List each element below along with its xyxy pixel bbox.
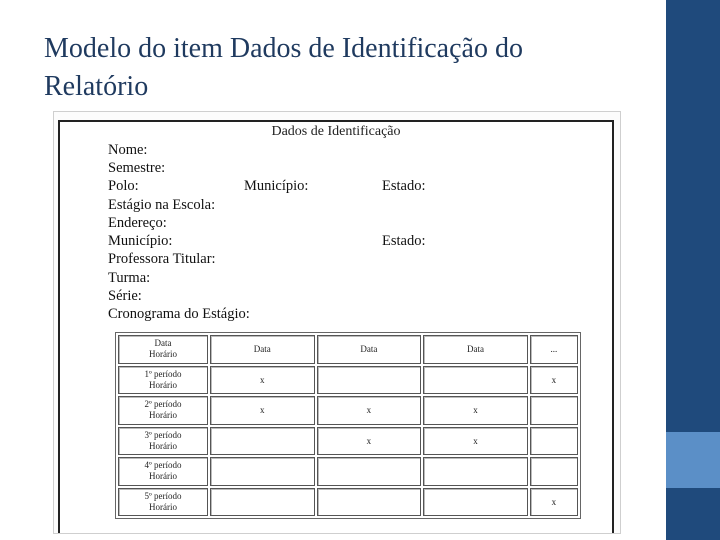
schedule-row-header: [118, 396, 208, 425]
schedule-table: [115, 332, 581, 519]
corner-label-time: Horário: [149, 349, 177, 360]
period-time-label: Horário: [149, 471, 177, 482]
schedule-cell: [530, 427, 578, 456]
schedule-row-header: [118, 457, 208, 486]
period-time-label: Horário: [149, 501, 177, 512]
period-label: 2º período: [144, 399, 182, 410]
field-municipio-polo: Município:: [244, 178, 309, 194]
schedule-cell: [317, 366, 422, 395]
field-turma: Turma:: [108, 270, 151, 286]
field-serie: Série:: [108, 288, 142, 304]
document-image: [53, 111, 621, 534]
schedule-corner-cell: [118, 335, 208, 364]
schedule-cell: x: [210, 366, 315, 395]
schedule-column-header: Data: [317, 335, 422, 364]
field-estado-polo: Estado:: [382, 178, 426, 194]
period-time-label: Horário: [149, 410, 177, 421]
period-time-label: Horário: [149, 440, 177, 451]
schedule-cell: [317, 488, 422, 517]
period-label: 5º período: [144, 490, 182, 501]
field-nome: Nome:: [108, 142, 148, 158]
schedule-cell: [423, 366, 528, 395]
schedule-row: [118, 457, 578, 486]
schedule-row-header: [118, 366, 208, 395]
field-estado: Estado:: [382, 233, 426, 249]
schedule-cell: x: [210, 396, 315, 425]
schedule-cell: x: [423, 427, 528, 456]
field-polo: Polo:: [108, 178, 139, 194]
period-label: 1º período: [144, 368, 182, 379]
document-heading: Dados de Identificação: [271, 124, 401, 139]
slide-title-line1: Modelo do item Dados de Identificação do: [44, 33, 523, 64]
slide-title-line2: Relatório: [44, 71, 149, 102]
schedule-cell: [317, 457, 422, 486]
schedule-column-header: ...: [530, 335, 578, 364]
schedule-column-header: Data: [210, 335, 315, 364]
schedule-cell: x: [317, 427, 422, 456]
field-estagio-escola: Estágio na Escola:: [108, 197, 216, 213]
sidebar-accent-decoration: [666, 432, 720, 488]
schedule-cell: [210, 427, 315, 456]
field-professora: Professora Titular:: [108, 251, 216, 267]
schedule-row-header: [118, 427, 208, 456]
schedule-cell: [423, 488, 528, 517]
field-semestre: Semestre:: [108, 160, 166, 176]
period-time-label: Horário: [149, 379, 177, 390]
schedule-cell: x: [317, 396, 422, 425]
period-label: 4º período: [144, 460, 182, 471]
schedule-cell: x: [423, 396, 528, 425]
document-page: [58, 120, 614, 534]
schedule-cell: [530, 457, 578, 486]
schedule-cell: [210, 488, 315, 517]
schedule-cell: x: [530, 488, 578, 517]
corner-label-date: Data: [154, 338, 172, 349]
schedule-row: [118, 488, 578, 517]
field-municipio: Município:: [108, 233, 173, 249]
schedule-column-header: Data: [423, 335, 528, 364]
period-label: 3º período: [144, 429, 182, 440]
schedule-cell: x: [530, 366, 578, 395]
schedule-row: [118, 366, 578, 395]
schedule-cell: [210, 457, 315, 486]
field-cronograma: Cronograma do Estágio:: [108, 306, 250, 322]
slide-title: [44, 30, 644, 106]
schedule-cell: [423, 457, 528, 486]
schedule-header-row: [118, 335, 578, 364]
field-endereco: Endereço:: [108, 215, 167, 231]
schedule-row: [118, 396, 578, 425]
schedule-row: [118, 427, 578, 456]
schedule-row-header: [118, 488, 208, 517]
schedule-cell: [530, 396, 578, 425]
